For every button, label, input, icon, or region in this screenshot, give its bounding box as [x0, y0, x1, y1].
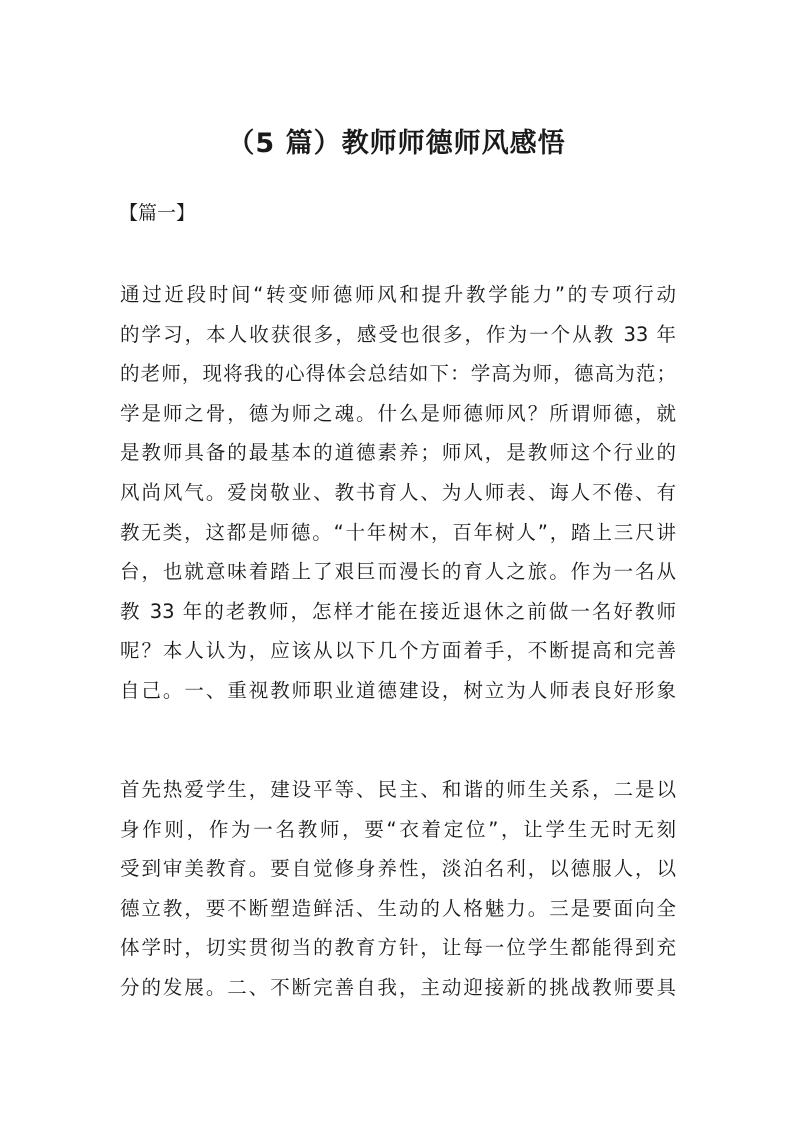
- paragraph-line: 学是师之骨，德为师之魂。什么是师德师风？所谓师德，就: [120, 401, 676, 425]
- paragraph-line: 呢？本人认为，应该从以下几个方面着手，不断提高和完善: [120, 639, 676, 663]
- paragraph-line: 受到审美教育。要自觉修身养性，淡泊名利，以德服人，以: [120, 857, 676, 881]
- document-title: （5 篇）教师师德师风感悟: [227, 128, 566, 159]
- paragraph-line: 教无类，这都是师德。“十年树木，百年树人”，踏上三尺讲: [120, 520, 676, 544]
- paragraph-line: 是教师具备的最基本的道德素养；师风，是教师这个行业的: [120, 441, 676, 465]
- paragraph-line: 体学时，切实贯彻当的教育方针，让每一位学生都能得到充: [120, 936, 676, 960]
- paragraph-1: [120, 275, 676, 711]
- paragraph-line: 首先热爱学生，建设平等、民主、和谐的师生关系，二是以: [120, 778, 676, 801]
- paragraph-line: 台，也就意味着踏上了艰巨而漫长的育人之旅。作为一名从: [120, 560, 676, 584]
- paragraph-line: 分的发展。二、不断完善自我，主动迎接新的挑战教师要具: [120, 975, 676, 999]
- paragraph-line: 的老师，现将我的心得体会总结如下：学高为师，德高为范；: [120, 362, 676, 386]
- section-label: 【篇一】: [119, 202, 196, 224]
- paragraph-line: 的学习，本人收获很多，感受也很多，作为一个从教 33 年: [120, 322, 676, 346]
- paragraph-2: [120, 770, 676, 1008]
- paragraph-line: 身作则，作为一名教师，要“衣着定位”，让学生无时无刻: [120, 817, 676, 841]
- paragraph-line: 自己。一、重视教师职业道德建设，树立为人师表良好形象: [120, 678, 676, 702]
- paragraph-line: 教 33 年的老教师，怎样才能在接近退休之前做一名好教师: [120, 599, 676, 623]
- paragraph-line: 风尚风气。爱岗敬业、教书育人、为人师表、诲人不倦、有: [120, 480, 676, 504]
- paragraph-line: 德立教，要不断塑造鲜活、生动的人格魅力。三是要面向全: [120, 896, 676, 920]
- paragraph-line: 通过近段时间“转变师德师风和提升教学能力”的专项行动: [120, 283, 676, 306]
